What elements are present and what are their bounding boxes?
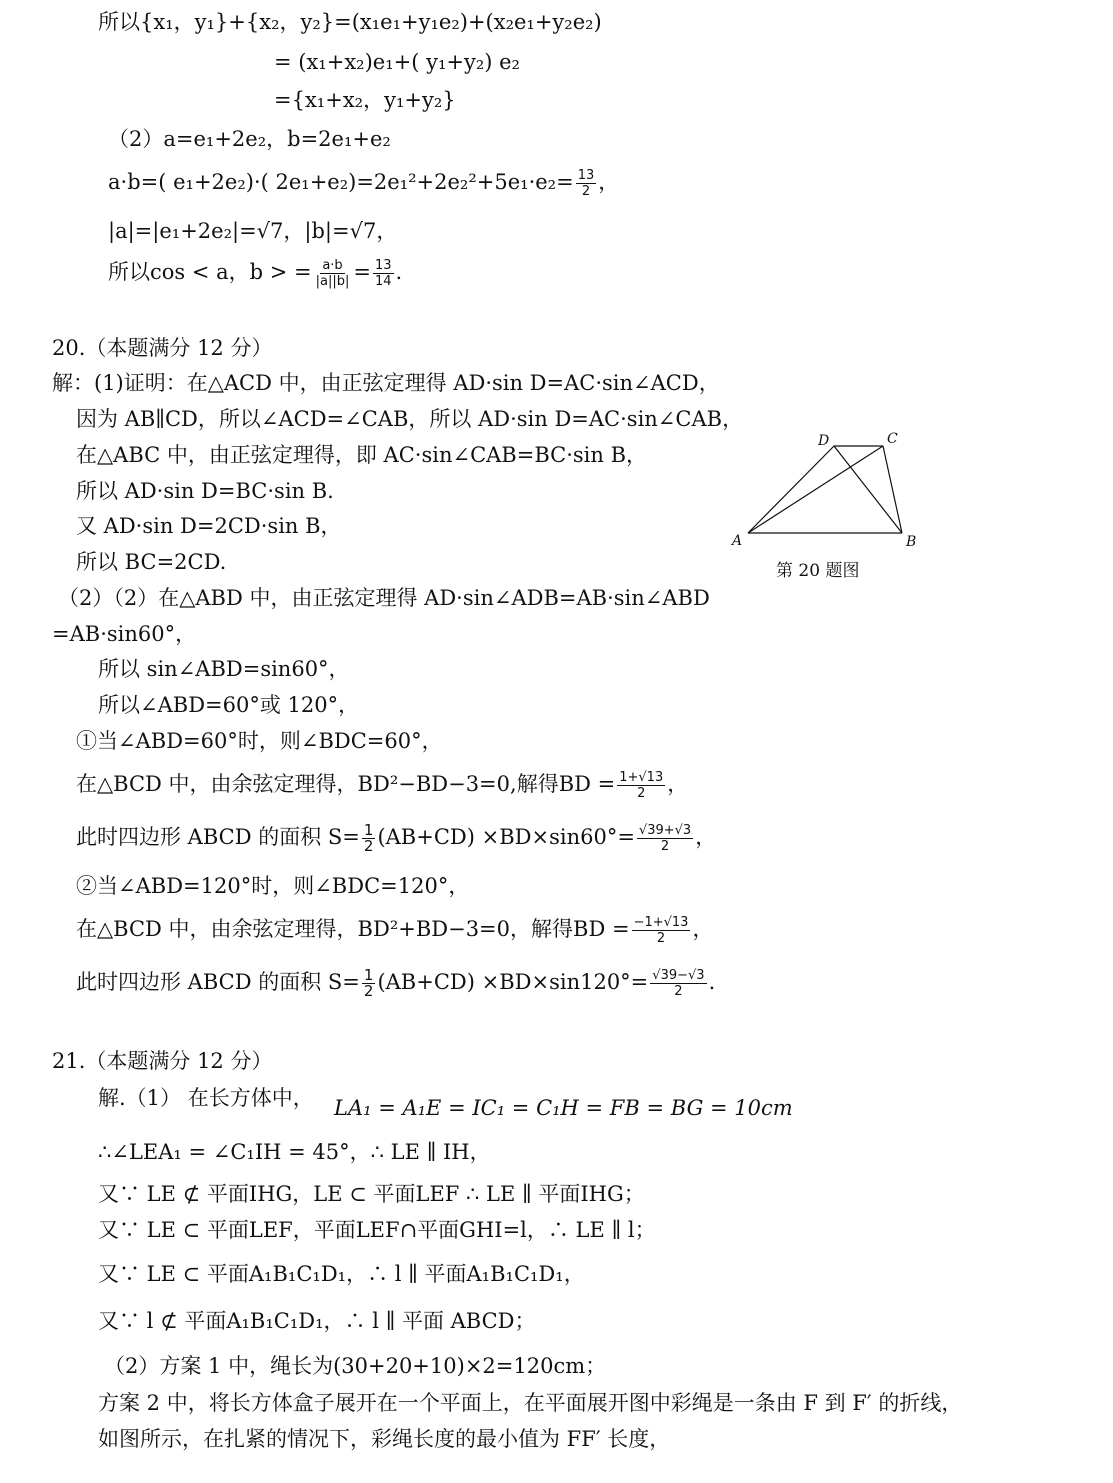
text-line: 又∵ LE ⊂ 平面A₁B₁C₁D₁，∴ l ∥ 平面A₁B₁C₁D₁， — [98, 1262, 585, 1286]
formula-line: 在△BCD 中，由余弦定理得，BD²+BD−3=0，解得BD = $\frac{-1+√13}{2}$ ， — [76, 915, 714, 946]
text-line: ∴∠LEA₁ = ∠C₁IH = 45°，∴ LE ∥ IH， — [98, 1140, 491, 1164]
segment-bd — [834, 446, 902, 533]
text-line: ②当∠ABD=120°时，则∠BDC=120°， — [76, 874, 470, 898]
text-line: 又∵ l ⊄ 平面A₁B₁C₁D₁，∴ l ∥ 平面 ABCD； — [98, 1309, 536, 1333]
text-line: 所以 sin∠ABD=sin60°， — [98, 657, 350, 681]
figure-caption: 第 20 题图 — [776, 561, 860, 581]
text-line: = (x₁+x₂)e₁+( y₁+y₂) e₂ — [274, 50, 520, 74]
text-line: （2）（2）在△ABD 中，由正弦定理得 AD·sin∠ADB=AB·sin∠ABD — [58, 586, 710, 610]
text-line: 又∵ LE ⊄ 平面IHG，LE ⊂ 平面LEF ∴ LE ∥ 平面IHG； — [98, 1182, 645, 1206]
text-line: 所以{x₁，y₁}+{x₂，y₂}=(x₁e₁+y₁e₂)+(x₂e₁+y₂e₂) — [98, 10, 602, 34]
text-line: 解：(1)证明：在△ACD 中，由正弦定理得 AD·sin D=AC·sin∠ACD， — [52, 371, 720, 395]
text-line: 所以∠ABD=60°或 120°， — [98, 693, 360, 717]
segment-ad — [748, 446, 834, 533]
text-line: 又∵ LE ⊂ 平面LEF，平面LEF∩平面GHI=l，∴ LE ∥ l； — [98, 1218, 656, 1242]
fraction: $\frac{-1+√13}{2}$ — [633, 915, 689, 946]
formula-line: 在△BCD 中，由余弦定理得，BD²−BD−3=0,解得BD = $\frac{1+√13}{2}$ ， — [76, 770, 689, 801]
text-line: （2）a=e₁+2e₂，b=2e₁+e₂ — [108, 127, 391, 151]
label-c: C — [887, 431, 898, 447]
formula-line: a·b=( e₁+2e₂)·( 2e₁+e₂)=2e₁²+2e₂²+5e₁·e₂= $\frac{13}{2}$ ， — [108, 168, 620, 199]
text-line: ={x₁+x₂，y₁+y₂} — [274, 88, 456, 112]
text-line: 在△ABC 中，由正弦定理得，即 AC·sin∠CAB=BC·sin B， — [76, 443, 648, 467]
text-line: 解.（1） 在长方体中， — [98, 1086, 314, 1110]
text-line: ①当∠ABD=60°时，则∠BDC=60°， — [76, 729, 443, 753]
label-a: A — [732, 533, 743, 549]
text-line: |a|=|e₁+2e₂|=√7，|b|=√7， — [108, 219, 398, 243]
fraction: $\frac{13}{14}$ — [375, 258, 392, 289]
fraction: $\frac{a\cdot b}{|a||b|}$ — [315, 258, 350, 289]
formula-text: a·b=( e₁+2e₂)·( 2e₁+e₂)=2e₁²+2e₂²+5e₁·e₂= — [108, 170, 574, 194]
fraction: $\frac{13}{2}$ — [577, 168, 595, 199]
text-line: 因为 AB∥CD，所以∠ACD=∠CAB，所以 AD·sin D=AC·sin∠CAB， — [76, 407, 744, 431]
text-line: 如图所示，在扎紧的情况下，彩绳长度的最小值为 FF′ 长度， — [98, 1427, 671, 1451]
label-d: D — [818, 433, 830, 449]
fraction: $\frac{√39+√3}{2}$ — [638, 823, 692, 854]
text-line: 方案 2 中，将长方体盒子展开在一个平面上，在平面展开图中彩绳是一条由 F 到 F′ 的折线， — [98, 1391, 963, 1415]
text-line: 所以 AD·sin D=BC·sin B. — [76, 479, 334, 503]
formula-line: 此时四边形 ABCD 的面积 S= $\frac{1}{2}$ (AB+CD) ×BD×sin120°= $\frac{√39-√3}{2}$ . — [76, 966, 716, 1000]
formula-line: 此时四边形 ABCD 的面积 S= $\frac{1}{2}$ (AB+CD) ×BD×sin60°= $\frac{√39+√3}{2}$ ， — [76, 821, 717, 855]
fraction: $\frac{1}{2}$ — [363, 821, 374, 855]
fraction: $\frac{√39-√3}{2}$ — [652, 968, 705, 999]
fraction: $\frac{1+√13}{2}$ — [619, 770, 664, 801]
problem-heading: 20.（本题满分 12 分） — [52, 336, 273, 360]
problem-heading: 21.（本题满分 12 分） — [52, 1049, 273, 1073]
fraction: $\frac{1}{2}$ — [363, 966, 374, 1000]
text-line: （2）方案 1 中，绳长为(30+20+10)×2=120cm； — [104, 1354, 607, 1378]
text-line: =AB·sin60°， — [52, 622, 197, 646]
segment-ac — [748, 446, 883, 533]
formula-text: 所以cos < a，b > = — [108, 260, 312, 284]
formula-line: 所以cos < a，b > = $\frac{a\cdot b}{|a||b|}$ = $\frac{13}{14}$ . — [108, 258, 403, 289]
text-line: 所以 BC=2CD. — [76, 550, 227, 574]
text-line: 又 AD·sin D=2CD·sin B， — [76, 514, 342, 538]
label-b: B — [906, 534, 917, 550]
text-line: LA₁ = A₁E = IC₁ = C₁H = FB = BG = 10cm — [334, 1096, 793, 1120]
